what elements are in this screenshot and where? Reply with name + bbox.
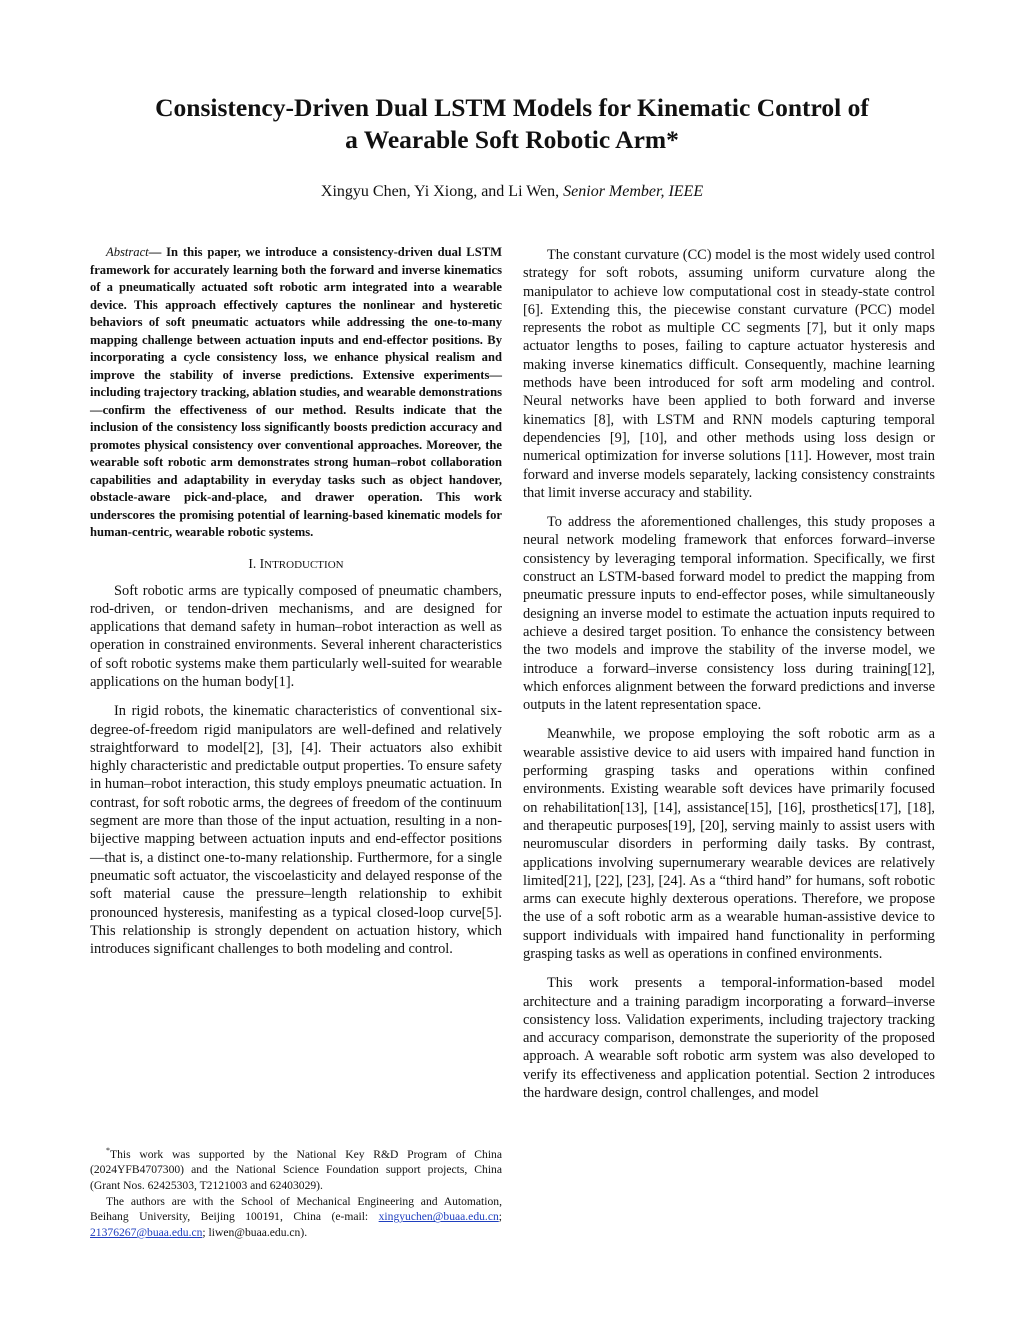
affiliation-footnote — [90, 1194, 502, 1240]
email-separator: ; — [498, 1210, 502, 1224]
email-link-1[interactable]: xingyuchen@buaa.edu.cn — [378, 1210, 499, 1224]
title-line-2: a Wearable Soft Robotic Arm* — [345, 125, 679, 154]
email-tail: ; liwen@buaa.edu.cn). — [202, 1225, 308, 1239]
footnotes — [90, 1143, 502, 1241]
abstract — [90, 244, 502, 542]
intro-paragraph-1: Soft robotic arms are typically composed of pneumatic chambers, rod-driven, or tendon-driven mechanisms, and are designed for applications that demand safety in human–robot interaction as well as operation in constrained environments. Several inherent characteristics of soft robotic systems make them particularly well-suited for wearable applications on the human body[1]. — [90, 582, 502, 690]
funding-text: This work was supported by the National Key R&D Program of China (2024YFB4707300) and the National Science Foundation support projects, China (Grant Nos. 62425303, T2121003 and 62403029). — [90, 1147, 502, 1192]
footnote-mark: * — [106, 1146, 110, 1155]
funding-footnote — [90, 1143, 502, 1193]
intro-paragraph-2: In rigid robots, the kinematic characteristics of conventional six-degree-of-freedom rigid manipulators are well-defined and relatively straightforward to model[2], [3], [4]. Their actuators also exhibit highly characteristic and predictable output properties. To ensure safety in human–robot interaction, this study employs pneumatic actuation. In contrast, for soft robotic arms, the degrees of freedom of the continuum segment are more than those of the input actuation, resulting in a non-bijective mapping between actuation inputs and end-effector positions—that is, a distinct one-to-many relationship. Furthermore, for a single pneumatic soft actuator, the viscoelasticity and delayed response of the soft material cause the pressure–length relationship to exhibit pronounced hysteresis, manifesting as a typical closed-loop curve[5]. This relationship is strongly dependent on actuation history, which introduces significant challenges to both modeling and control. — [90, 703, 503, 958]
right-paragraph-3: Meanwhile, we propose employing the soft robotic arm as a wearable assistive device to aid users with impaired hand function in performing grasping tasks and operations within confined environments. Existing wearable soft devices have primarily focused on rehabilitation[13], [14], assistance[15], [16], prosthetics[17], [18], and therapeutic purposes[19], [20], serving mainly to assist users with neuromuscular disorders in performing daily tasks. By contrast, applications involving supernumerary wearable devices are relatively limited[21], [22], [23], [24]. As a “third hand” for humans, soft robotic arms can execute highly dexterous operations. Therefore, we propose the use of a soft robotic arm as a wearable human-assistive device to support individuals with impaired hand functionality in performing grasping tasks as well as operations in confined environments. — [523, 726, 935, 962]
author-membership: Senior Member, IEEE — [563, 183, 704, 200]
section-title-initial: I — [259, 555, 265, 571]
author-line — [100, 182, 924, 202]
right-paragraph-1: The constant curvature (CC) model is the most widely used control strategy for soft robots, assuming uniform curvature along the manipulator to achieve low computational cost in steady-state control [6]. Extending this, the piecewise constant curvature (PCC) model represents the robot as multiple CC segments [7], but it only maps actuator lengths to poses, failing to capture actuator hysteresis and making inverse kinematics difficult. Consequently, machine learning methods have been introduced for soft arm modeling and control. Neural networks have been applied to both forward and inverse kinematics [8], with LSTM and RNN models capturing temporal dependencies [9], [10], and other methods using loss design or numerical optimization for inverse solutions [11]. However, most train forward and inverse models separately, lacking consistency constraints that limit inverse accuracy and stability. — [523, 247, 935, 501]
section-heading-introduction — [90, 556, 502, 572]
section-numeral: I. — [248, 555, 257, 571]
affiliation-text: The authors are with the School of Mechanical Engineering and Automation, Beihang University, Beijing 100191, China (e-mail: — [90, 1195, 502, 1224]
section-title-rest: NTRODUCTION — [264, 558, 344, 571]
right-paragraph-4: This work presents a temporal-information-based model architecture and a training paradigm incorporating a forward–inverse consistency loss. Validation experiments, including trajectory tracking and accuracy comparison, demonstrate the superiority of the proposed approach. A wearable soft robotic arm system was also developed to verify its effectiveness and application potential. Section 2 introduces the hardware design, control challenges, and model — [523, 975, 935, 1102]
abstract-text: — In this paper, we introduce a consistency-driven dual LSTM framework for accurately learning both the forward and inverse kinematics of a pneumatically actuated soft robotic arm integrated into a wearable device. This approach effectively captures the nonlinear and hysteretic behaviors of soft pneumatic actuators while addressing the one-to-many mapping challenge between actuation inputs and end-effector positions. By incorporating a cycle consistency loss, we enhance physical realism and improve the stability of inverse predictions. Extensive experiments—including trajectory tracking, ablation studies, and wearable demonstrations—confirm the effectiveness of our method. Results indicate that the inclusion of the consistency loss significantly boosts prediction accuracy and promotes physical consistency over conventional approaches. Moreover, the wearable soft robotic arm demonstrates strong human–robot collaboration capabilities and adaptability in everyday tasks such as object handover, obstacle-aware pick-and-place, and drawer operation. This work underscores the promising potential of learning-based kinematic models for human-centric, wearable robotic systems. — [90, 245, 502, 539]
abstract-label: Abstract — [106, 245, 149, 259]
right-column — [523, 246, 935, 1113]
paper-title — [100, 92, 924, 156]
email-link-2[interactable]: 21376267@buaa.edu.cn — [90, 1225, 203, 1239]
right-paragraph-2: To address the aforementioned challenges, this study proposes a neural network modeling framework that enforces forward–inverse consistency by leveraging temporal information. Specifically, we first construct an LSTM-based forward model to predict the mapping from pneumatic pressure inputs to end-effector poses, while simultaneously designing an inverse model to estimate the actuation inputs required to achieve a desired target position. To enhance the consistency between the two models and improve the stability of the inverse model, we introduce a forward–inverse consistency loss during training[12], which enforces alignment between the forward predictions and inverse outputs in the latent representation space. — [523, 514, 935, 714]
left-column — [90, 244, 502, 969]
title-line-1: Consistency-Driven Dual LSTM Models for Kinematic Control of — [155, 93, 869, 122]
author-names: Xingyu Chen, Yi Xiong, and Li Wen, — [320, 183, 560, 200]
